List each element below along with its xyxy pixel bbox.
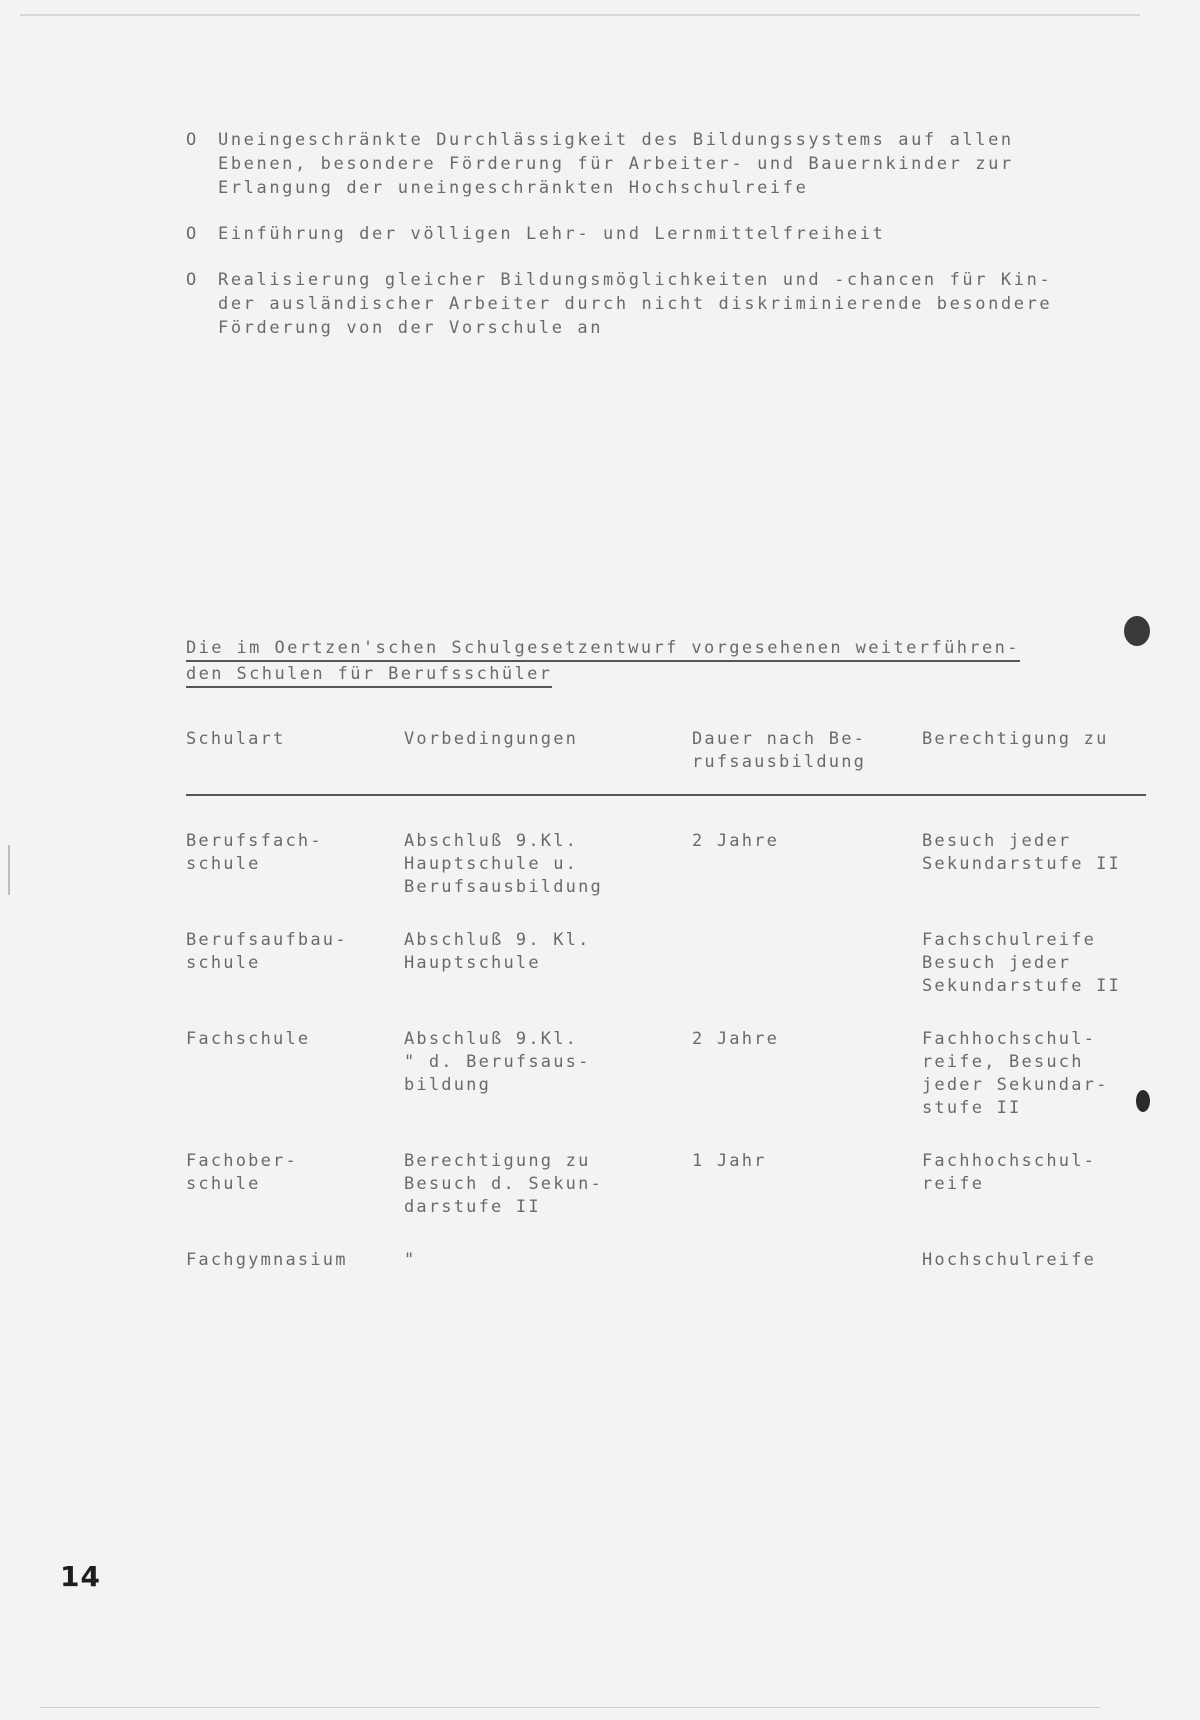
cell-entitlement: Besuch jeder Sekundarstufe II	[922, 831, 1121, 874]
header-prerequisites: Vorbedingungen	[404, 729, 579, 749]
table-row	[186, 929, 1146, 998]
cell-duration: 1 Jahr	[692, 1151, 767, 1171]
cell-school-type: Berufsfach- schule	[186, 831, 323, 874]
cell-duration: 2 Jahre	[692, 831, 780, 851]
ink-blot	[1136, 1090, 1150, 1112]
table-row	[186, 1028, 1146, 1120]
schools-table	[186, 728, 1146, 1302]
table-row	[186, 1249, 1146, 1272]
section-title-line-2: den Schulen für Berufsschüler	[186, 662, 552, 688]
list-item-text: Uneingeschränkte Durchlässigkeit des Bildungssystems auf allen Ebenen, besondere Förderung für Arbeiter- und Bauernkinder zur Erlangung der uneingeschränkten Hochschulreife	[218, 130, 1014, 198]
bullet-marker: O	[186, 224, 199, 244]
cell-entitlement: Fachhochschul- reife	[922, 1151, 1097, 1194]
table-row	[186, 1150, 1146, 1219]
cell-entitlement: Hochschulreife	[922, 1250, 1097, 1270]
cell-entitlement: Fachschulreife Besuch jeder Sekundarstufe II	[922, 930, 1121, 996]
page-number: 14	[60, 1560, 101, 1593]
margin-mark	[8, 845, 10, 895]
scan-edge-top	[20, 14, 1140, 16]
bullet-marker: O	[186, 270, 199, 290]
cell-school-type: Fachschule	[186, 1029, 311, 1049]
cell-prerequisites: Abschluß 9.Kl. Hauptschule u. Berufsausbildung	[404, 831, 603, 897]
list-item	[186, 128, 1146, 200]
list-item	[186, 268, 1146, 340]
table-row	[186, 830, 1146, 899]
bullet-marker: O	[186, 130, 199, 150]
cell-duration	[692, 1249, 922, 1272]
section-title	[186, 636, 1146, 688]
cell-prerequisites: Berechtigung zu Besuch d. Sekun- darstufe II	[404, 1151, 603, 1217]
cell-duration: 2 Jahre	[692, 1029, 780, 1049]
list-item-text: Einführung der völligen Lehr- und Lernmittelfreiheit	[218, 224, 886, 244]
table-header-row	[186, 728, 1146, 796]
section-title-line-1: Die im Oertzen'schen Schulgesetzentwurf vorgesehenen weiterführen-	[186, 636, 1020, 662]
cell-school-type: Fachgymnasium	[186, 1250, 348, 1270]
header-duration: Dauer nach Be- rufsausbildung	[692, 729, 867, 772]
cell-prerequisites: "	[404, 1250, 417, 1270]
cell-prerequisites: Abschluß 9.Kl. " d. Berufsaus- bildung	[404, 1029, 591, 1095]
list-item-text: Realisierung gleicher Bildungsmöglichkeiten und -chancen für Kin- der ausländischer Arbeiter durch nicht diskriminierende besondere Förderung von der Vorschule an	[218, 270, 1053, 338]
cell-prerequisites: Abschluß 9. Kl. Hauptschule	[404, 930, 591, 973]
list-item	[186, 222, 1146, 246]
cell-school-type: Berufsaufbau- schule	[186, 930, 348, 973]
ink-blot	[1124, 616, 1150, 646]
scan-edge-bottom	[40, 1707, 1100, 1708]
demands-list	[186, 128, 1146, 362]
header-entitlement: Berechtigung zu	[922, 729, 1109, 749]
cell-school-type: Fachober- schule	[186, 1151, 298, 1194]
cell-entitlement: Fachhochschul- reife, Besuch jeder Sekundar- stufe II	[922, 1029, 1109, 1118]
header-school-type: Schulart	[186, 729, 286, 749]
cell-duration	[692, 929, 922, 998]
